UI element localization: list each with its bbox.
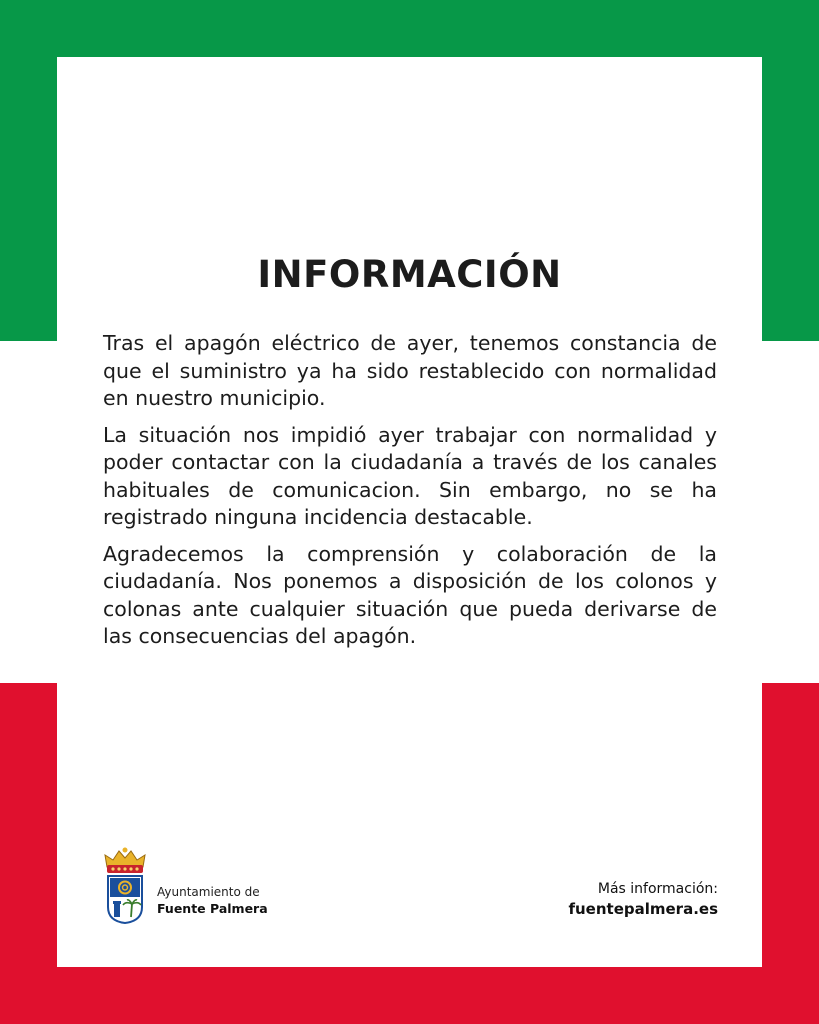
notice-body <box>103 330 717 660</box>
org-name-prefix: Ayuntamiento de <box>157 885 260 899</box>
coat-of-arms-icon <box>101 845 149 925</box>
more-info-label: Más información: <box>597 881 718 897</box>
notice-paragraph: Tras el apagón eléctrico de ayer, tenemos constancia de que el suministro ya ha sido restablecido con normalidad en nuestro municipio. <box>103 331 717 410</box>
notice-paragraph: Agradecemos la comprensión y colaboración de la ciudadanía. Nos ponemos a disposición de los colonos y colonas ante cualquier situación que pueda derivarse de las consecuencias del apagón. <box>103 541 717 648</box>
notice-paragraph: La situación nos impidió ayer trabajar con normalidad y poder contactar con la ciudadanía a través de los canales habituales de comunicacion. Sin embargo, no se ha registrado ninguna incidencia destacable. <box>103 422 717 529</box>
notice-title: INFORMACIÓN <box>257 253 562 296</box>
notice-card <box>57 57 762 967</box>
org-name: Fuente Palmera <box>157 901 268 916</box>
website-link[interactable]: fuentepalmera.es <box>568 900 718 918</box>
municipality-logo <box>101 845 321 925</box>
more-info <box>568 880 718 919</box>
